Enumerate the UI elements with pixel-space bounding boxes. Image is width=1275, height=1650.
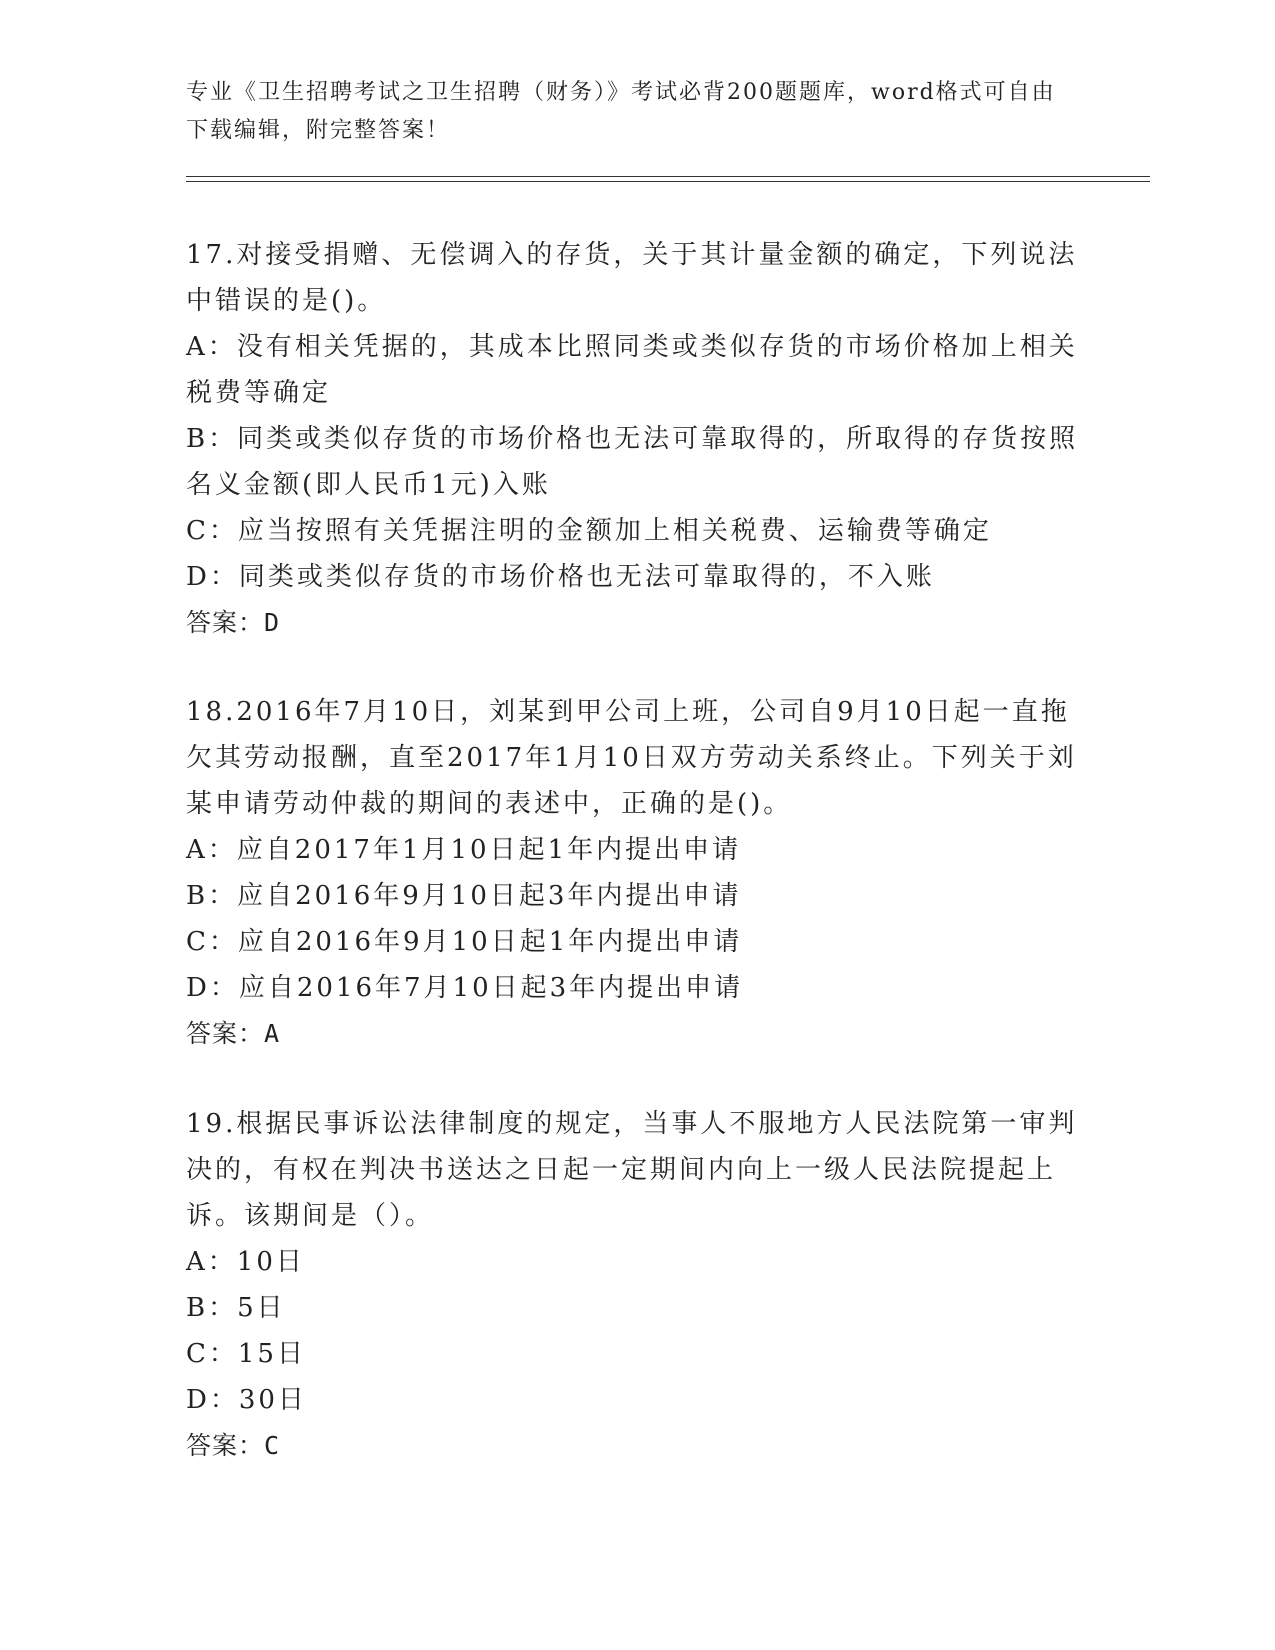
option-c: C：15日 [186,1339,306,1369]
option-c: C：应自2016年9月10日起1年内提出申请 [186,927,743,957]
question-19 [186,1101,1086,1469]
option-b: B：同类或类似存货的市场价格也无法可靠取得的，所取得的存货按照名义金额(即人民币1元)入账 [186,424,1079,500]
question-stem: 17.对接受捐赠、无偿调入的存货，关于其计量金额的确定，下列说法中错误的是()。 [186,240,1078,316]
question-18 [186,689,1086,1057]
option-a: A：没有相关凭据的，其成本比照同类或类似存货的市场价格加上相关税费等确定 [186,332,1078,408]
answer: 答案：A [186,1019,281,1048]
question-stem: 18.2016年7月10日，刘某到甲公司上班，公司自9月10日起一直拖欠其劳动报酬，直至2017年1月10日双方劳动关系终止。下列关于刘某申请劳动仲裁的期间的表述中，正确的是()。 [186,697,1077,819]
option-d: D：同类或类似存货的市场价格也无法可靠取得的，不入账 [186,562,935,592]
question-17 [186,232,1086,646]
option-c: C：应当按照有关凭据注明的金额加上相关税费、运输费等确定 [186,516,992,546]
header-divider-top [186,176,1150,177]
option-d: D：应自2016年7月10日起3年内提出申请 [186,973,744,1003]
answer: 答案：C [186,1431,281,1460]
option-b: B：5日 [186,1293,286,1323]
option-b: B：应自2016年9月10日起3年内提出申请 [186,881,742,911]
document-header: 专业《卫生招聘考试之卫生招聘（财务）》考试必背200题题库，word格式可自由下载编辑，附完整答案！ [186,80,1056,143]
option-a: A：应自2017年1月10日起1年内提出申请 [186,835,742,865]
question-stem: 19.根据民事诉讼法律制度的规定，当事人不服地方人民法院第一审判决的，有权在判决书送达之日起一定期间内向上一级人民法院提起上诉。该期间是（）。 [186,1109,1078,1231]
header-divider-bottom [186,181,1150,182]
answer: 答案：D [186,608,281,637]
option-d: D：30日 [186,1385,307,1415]
option-a: A：10日 [186,1247,305,1277]
